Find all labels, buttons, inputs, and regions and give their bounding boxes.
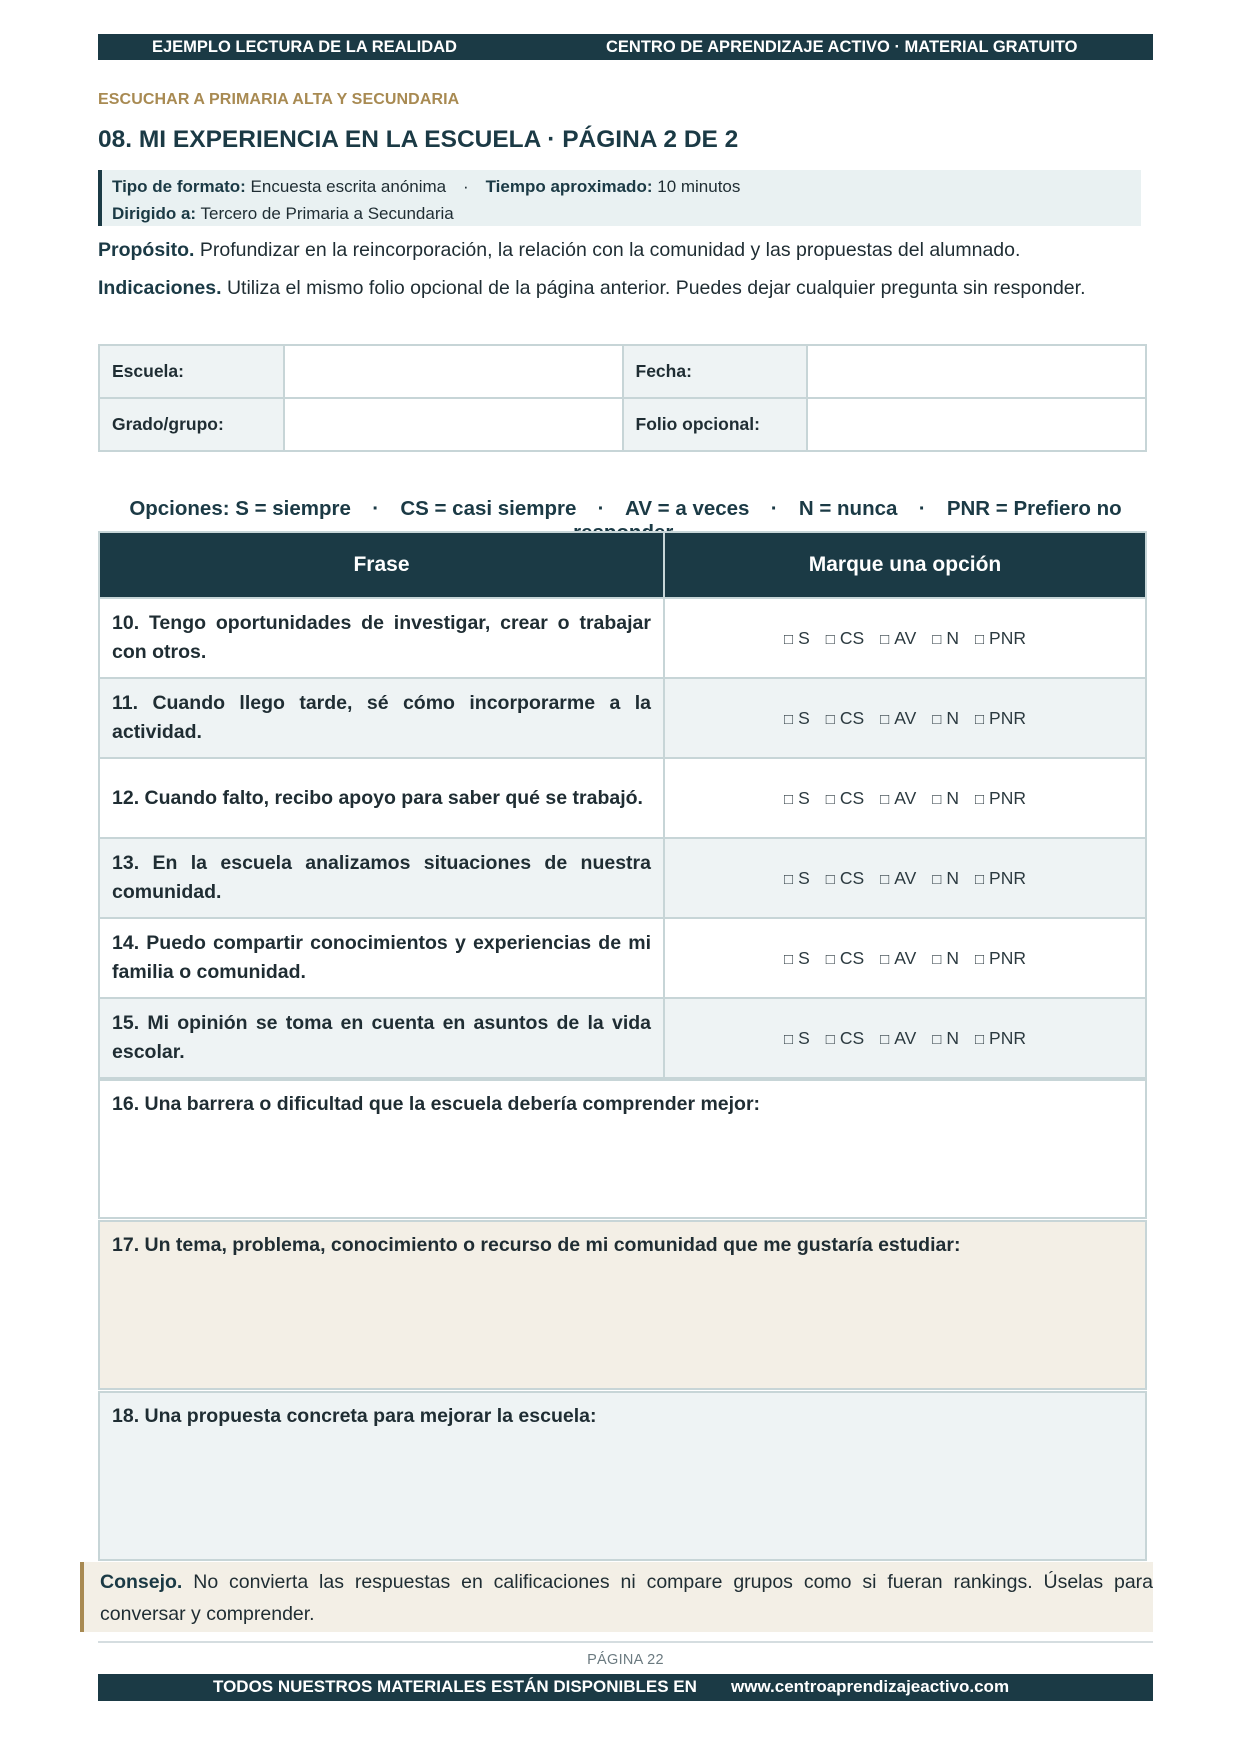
options-cell — [664, 758, 1146, 838]
checkbox-icon: □ — [974, 630, 985, 648]
folio-label: Folio opcional: — [623, 398, 808, 451]
option-label: S — [798, 787, 810, 808]
question-text: 11. Cuando llego tarde, sé cómo incorporarme a la actividad. — [99, 678, 664, 758]
format-label: Tipo de formato: — [112, 177, 246, 196]
school-label: Escuela: — [99, 345, 284, 398]
table-row — [99, 918, 1146, 998]
option-checkbox[interactable] — [826, 1028, 864, 1049]
option-label: CS — [839, 627, 865, 648]
option-checkbox[interactable] — [932, 868, 959, 889]
option-checkbox[interactable] — [975, 1028, 1026, 1049]
option-checkbox[interactable] — [784, 788, 810, 809]
meta-box — [98, 170, 1141, 226]
option-checkbox[interactable] — [932, 628, 959, 649]
option-label: PNR — [989, 1027, 1026, 1048]
id-row-2 — [99, 398, 1146, 451]
time-value: 10 minutos — [657, 177, 741, 196]
open-question-16[interactable] — [98, 1079, 1147, 1219]
option-label: AV — [894, 627, 917, 648]
header-left-text: EJEMPLO LECTURA DE LA REALIDAD — [152, 37, 457, 56]
checkbox-icon: □ — [784, 630, 794, 648]
checkbox-icon: □ — [880, 710, 890, 728]
question-text: 12. Cuando falto, recibo apoyo para saber qué se trabajó. — [99, 758, 664, 838]
option-label: S — [798, 707, 810, 728]
survey-header-row — [99, 532, 1146, 598]
option-checkbox[interactable] — [932, 1028, 959, 1049]
option-checkbox[interactable] — [975, 868, 1026, 889]
meta-line-1 — [112, 173, 1141, 200]
option-label: CS — [839, 787, 865, 808]
option-label: PNR — [989, 947, 1026, 968]
option-label: AV — [894, 867, 917, 888]
grade-label: Grado/grupo: — [99, 398, 284, 451]
checkbox-icon: □ — [784, 870, 794, 888]
date-field[interactable] — [807, 345, 1146, 398]
question-text: 15. Mi opinión se toma en cuenta en asuntos de la vida escolar. — [99, 998, 664, 1078]
option-label: S — [798, 867, 810, 888]
option-label: AV — [894, 1027, 917, 1048]
checkbox-icon: □ — [932, 870, 942, 888]
footer-url[interactable]: www.centroaprendizajeactivo.com — [731, 1677, 1010, 1696]
section-kicker: ESCUCHAR A PRIMARIA ALTA Y SECUNDARIA — [98, 91, 460, 108]
option-checkbox[interactable] — [880, 628, 916, 649]
option-checkbox[interactable] — [932, 948, 959, 969]
option-checkbox[interactable] — [880, 868, 916, 889]
option-label: S — [798, 947, 810, 968]
option-checkbox[interactable] — [975, 788, 1026, 809]
option-label: AV — [894, 707, 917, 728]
time-label: Tiempo aproximado: — [485, 177, 653, 196]
legend-n: N = nunca — [798, 497, 898, 520]
option-checkbox[interactable] — [880, 788, 916, 809]
meta-separator: · — [463, 177, 469, 196]
options-cell — [664, 838, 1146, 918]
option-label: CS — [839, 707, 865, 728]
checkbox-icon: □ — [784, 710, 794, 728]
options-cell — [664, 598, 1146, 678]
option-label: CS — [839, 867, 865, 888]
option-label: PNR — [989, 787, 1026, 808]
checkbox-icon: □ — [932, 790, 942, 808]
checkbox-icon: □ — [825, 1030, 835, 1048]
option-label: S — [798, 627, 810, 648]
legend-dot: · — [770, 497, 778, 520]
option-checkbox[interactable] — [932, 788, 959, 809]
legend-pnr: PNR = Prefiero no — [946, 497, 1122, 520]
option-checkbox[interactable] — [784, 1028, 810, 1049]
header-right-text: CENTRO DE APRENDIZAJE ACTIVO · MATERIAL GRATUITO — [606, 37, 1078, 56]
footer-left-text: TODOS NUESTROS MATERIALES ESTÁN DISPONIBLES EN — [213, 1677, 697, 1696]
open-question-18[interactable] — [98, 1391, 1147, 1561]
open-question-16-label: 16. Una barrera o dificultad que la escuela debería comprender mejor: — [112, 1093, 761, 1115]
option-label: N — [946, 627, 959, 648]
legend-cs: CS = casi siempre — [400, 497, 577, 520]
grade-field[interactable] — [284, 398, 623, 451]
options-cell — [664, 998, 1146, 1078]
table-row — [99, 758, 1146, 838]
option-checkbox[interactable] — [826, 788, 864, 809]
format-value: Encuesta escrita anónima — [250, 177, 447, 196]
checkbox-icon: □ — [880, 870, 890, 888]
table-row — [99, 998, 1146, 1078]
option-label: N — [946, 1027, 959, 1048]
open-question-17[interactable] — [98, 1220, 1147, 1390]
audience-label: Dirigido a: — [112, 204, 197, 223]
option-checkbox[interactable] — [784, 948, 810, 969]
checkbox-icon: □ — [932, 1030, 942, 1048]
checkbox-icon: □ — [825, 630, 835, 648]
option-checkbox[interactable] — [880, 948, 916, 969]
option-label: AV — [894, 787, 917, 808]
checkbox-icon: □ — [825, 790, 835, 808]
checkbox-icon: □ — [974, 790, 985, 808]
option-label: CS — [839, 1027, 865, 1048]
question-text: 13. En la escuela analizamos situaciones de nuestra comunidad. — [99, 838, 664, 918]
options-cell — [664, 678, 1146, 758]
option-label: PNR — [989, 627, 1026, 648]
checkbox-icon: □ — [825, 950, 835, 968]
purpose-paragraph — [98, 235, 1153, 265]
option-checkbox[interactable] — [826, 708, 864, 729]
option-checkbox[interactable] — [932, 708, 959, 729]
legend-av: AV = a veces — [625, 497, 750, 520]
checkbox-icon: □ — [880, 630, 890, 648]
id-row-1 — [99, 345, 1146, 398]
legend-dot: · — [597, 497, 605, 520]
table-row — [99, 598, 1146, 678]
question-text: 14. Puedo compartir conocimientos y experiencias de mi familia o comunidad. — [99, 918, 664, 998]
table-row — [99, 838, 1146, 918]
header-bar — [98, 34, 1153, 60]
checkbox-icon: □ — [974, 870, 985, 888]
option-label: N — [946, 707, 959, 728]
option-checkbox[interactable] — [784, 628, 810, 649]
option-checkbox[interactable] — [826, 868, 864, 889]
legend-dot: · — [918, 497, 926, 520]
date-label: Fecha: — [623, 345, 808, 398]
indications-text: Utiliza el mismo folio opcional de la página anterior. Puedes dejar cualquier pregunta sin responder. — [226, 277, 1086, 299]
open-question-17-label: 17. Un tema, problema, conocimiento o recurso de mi comunidad que me gustaría estudiar: — [112, 1234, 961, 1256]
option-checkbox[interactable] — [784, 868, 810, 889]
footer-divider — [98, 1641, 1153, 1643]
checkbox-icon: □ — [784, 790, 794, 808]
legend-dot: · — [372, 497, 380, 520]
option-label: S — [798, 1027, 810, 1048]
option-checkbox[interactable] — [975, 628, 1026, 649]
page-title: 08. MI EXPERIENCIA EN LA ESCUELA · PÁGINA 2 DE 2 — [98, 126, 739, 153]
survey-table — [98, 531, 1147, 1079]
identification-table — [98, 344, 1147, 452]
purpose-label: Propósito. — [98, 239, 195, 261]
options-cell — [664, 918, 1146, 998]
option-checkbox[interactable] — [880, 1028, 916, 1049]
legend-s: Opciones: S = siempre — [129, 497, 351, 520]
checkbox-icon: □ — [974, 1030, 985, 1048]
column-header-option: Marque una opción — [664, 532, 1146, 598]
checkbox-icon: □ — [880, 950, 890, 968]
column-header-phrase: Frase — [99, 532, 664, 598]
checkbox-icon: □ — [880, 790, 890, 808]
option-label: CS — [839, 947, 865, 968]
checkbox-icon: □ — [825, 870, 835, 888]
option-checkbox[interactable] — [975, 948, 1026, 969]
footer-bar — [98, 1674, 1153, 1701]
option-checkbox[interactable] — [826, 628, 864, 649]
tip-text: No convierta las respuestas en calificaciones ni compare grupos como si fueran rankings. Úselas para conversar y comprender. — [100, 1571, 1154, 1625]
option-label: PNR — [989, 707, 1026, 728]
option-checkbox[interactable] — [784, 708, 810, 729]
checkbox-icon: □ — [880, 1030, 890, 1048]
checkbox-icon: □ — [932, 950, 942, 968]
option-checkbox[interactable] — [826, 948, 864, 969]
checkbox-icon: □ — [784, 950, 794, 968]
indications-label: Indicaciones. — [98, 277, 222, 299]
option-label: PNR — [989, 867, 1026, 888]
checkbox-icon: □ — [784, 1030, 794, 1048]
option-checkbox[interactable] — [975, 708, 1026, 729]
checkbox-icon: □ — [825, 710, 835, 728]
option-checkbox[interactable] — [880, 708, 916, 729]
option-label: N — [946, 947, 959, 968]
checkbox-icon: □ — [974, 710, 985, 728]
audience-value: Tercero de Primaria a Secundaria — [200, 204, 454, 223]
folio-field[interactable] — [807, 398, 1146, 451]
page-number: PÁGINA 22 — [587, 1652, 664, 1668]
survey-body — [99, 598, 1146, 1078]
option-label: AV — [894, 947, 917, 968]
tip-label: Consejo. — [100, 1571, 183, 1593]
checkbox-icon: □ — [932, 710, 942, 728]
checkbox-icon: □ — [932, 630, 942, 648]
school-field[interactable] — [284, 345, 623, 398]
table-row — [99, 678, 1146, 758]
indications-paragraph — [98, 272, 1153, 304]
tip-box — [80, 1562, 1153, 1632]
purpose-text: Profundizar en la reincorporación, la relación con la comunidad y las propuestas del alumnado. — [199, 239, 1021, 261]
checkbox-icon: □ — [974, 950, 985, 968]
option-label: N — [946, 787, 959, 808]
question-text: 10. Tengo oportunidades de investigar, crear o trabajar con otros. — [99, 598, 664, 678]
open-question-18-label: 18. Una propuesta concreta para mejorar la escuela: — [112, 1405, 597, 1427]
meta-line-2 — [112, 200, 1141, 227]
option-label: N — [946, 867, 959, 888]
